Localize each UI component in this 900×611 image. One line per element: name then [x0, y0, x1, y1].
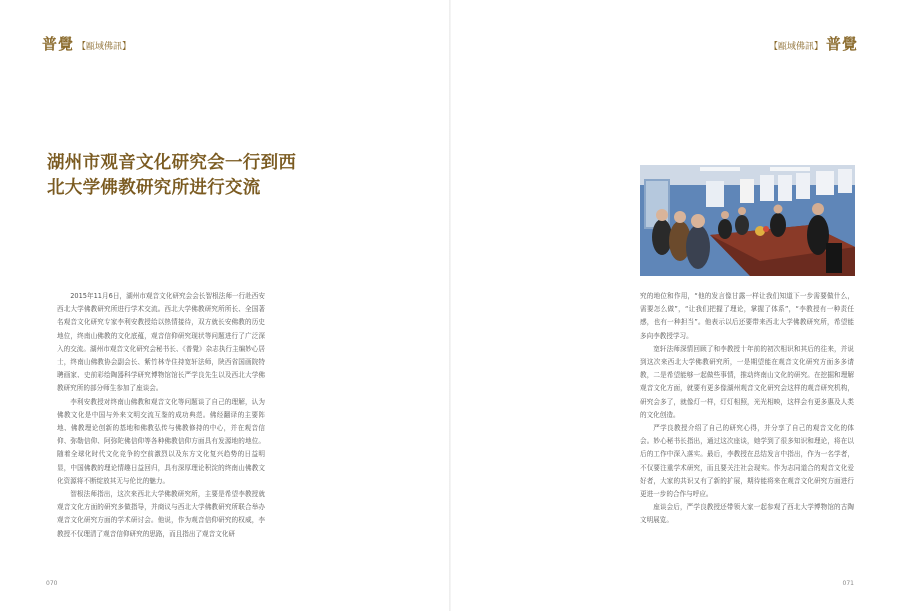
paragraph: 究的地位和作用，“他的发言像甘露一样让我们知道下一步需要做什么，需要怎么做”，“让我们把握了理论，掌握了体系”，“李教授有一种责任感，也有一种担当”。他表示以后还要带来西北大学佛教研究所，希望能多向李教授学习。 — [640, 292, 854, 340]
paragraph: 宽轩法师深情回顾了和李教授十年前的初次相识和其后的往来，并说到这次来西北大学佛教研究所，一是期望能在观音文化研究方面多多请教，二是希望能够一起做些事情，推动终南山文化的研究。在挖掘和理解观音文化方面，就要有更多像湖州观音文化研究会这样的观音研究机构，研究会多了，就像灯一样，灯灯相照，光光相映，这样会有更多惠及人类的文化创造。 — [640, 344, 854, 419]
right-page-header — [766, 33, 858, 54]
paragraph: 李利安教授对终南山佛教和观音文化等问题谈了自己的理解，认为佛教文化是中国与外来文明交流互鉴的成功典范。佛经翻译的主要阵地、佛教理论创新的基地和佛教弘传与佛教修持的中心，并在观音信仰、弥勒信仰、阿弥陀佛信仰等各种佛教信仰方面具有发源地的地位。随着全球化时代文化竞争的空前激烈以及东方文化复兴趋势的日益明显，中国佛教的理论情趣日益回归，具有深厚理论积淀的终南山佛教文化资源将不断绽放其无与伦比的魅力。 — [57, 397, 265, 485]
paragraph: 严学良教授介绍了自己的研究心得，并分享了自己的观音文化的体会。妙心秘书长指出，通过这次座谈，她学到了很多知识和理论，将在以后的工作中深入落实。最后，李教授在总结发言中指出，作为一名学者，不仅要注重学术研究，而且要关注社会现实。作为志同道合的观音文化爱好者，大家的共识又有了新的扩展，期待能将来在观音文化研究方面进行更进一步的合作与呼应。 — [640, 424, 854, 499]
paragraph: 2015年11月6日，湖州市观音文化研究会会长智根法师一行赴西安西北大学佛教研究所进行学术交流。西北大学佛教研究所所长、全国著名观音文化研究专家李利安教授给以热情接待，双方就长安佛教的历史地位，终南山佛教的文化底蕴，观音信仰研究现状等问题进行了广泛深入的交流。湖州市观音文化研究会秘书长、《普覺》杂志执行主编妙心居士，终南山佛教协会副会长、紫竹林寺住持宽轩法师，陕西省国画院特聘画家、史前彩绘陶器科学研究博物馆馆长严学良先生以及西北大学佛教研究所的部分师生参加了座谈会。 — [57, 292, 265, 393]
page-number-left: 070 — [46, 580, 58, 587]
article-title: 湖州市观音文化研究会一行到西北大学佛教研究所进行交流 — [47, 153, 297, 198]
brand-logo-right: 普覺 — [825, 35, 858, 53]
section-label-right: 【甌域佛訊】 — [768, 42, 823, 52]
meeting-photo — [640, 165, 855, 276]
right-page — [450, 0, 900, 611]
page-number-right: 071 — [842, 580, 854, 587]
meeting-photo-illustration — [640, 165, 855, 276]
section-label-left: 【甌域佛訊】 — [77, 42, 132, 52]
article-body-right — [640, 290, 854, 528]
paragraph: 智根法师指出，这次来西北大学佛教研究所，主要是希望李教授就观音文化方面的研究多做指导，并商议与西北大学佛教研究所联合举办观音文化研究方面的学术研讨会。他说，作为观音信仰研究的权威，李教授不仅理清了观音信仰研究的思路，而且指出了观音文化研 — [57, 490, 265, 538]
left-page-header — [42, 33, 134, 54]
paragraph: 座谈会后，严学良教授还带领大家一起参观了西北大学博物馆的古陶文明展览。 — [640, 503, 854, 525]
article-body-left — [57, 290, 265, 541]
brand-logo-left: 普覺 — [42, 35, 75, 53]
